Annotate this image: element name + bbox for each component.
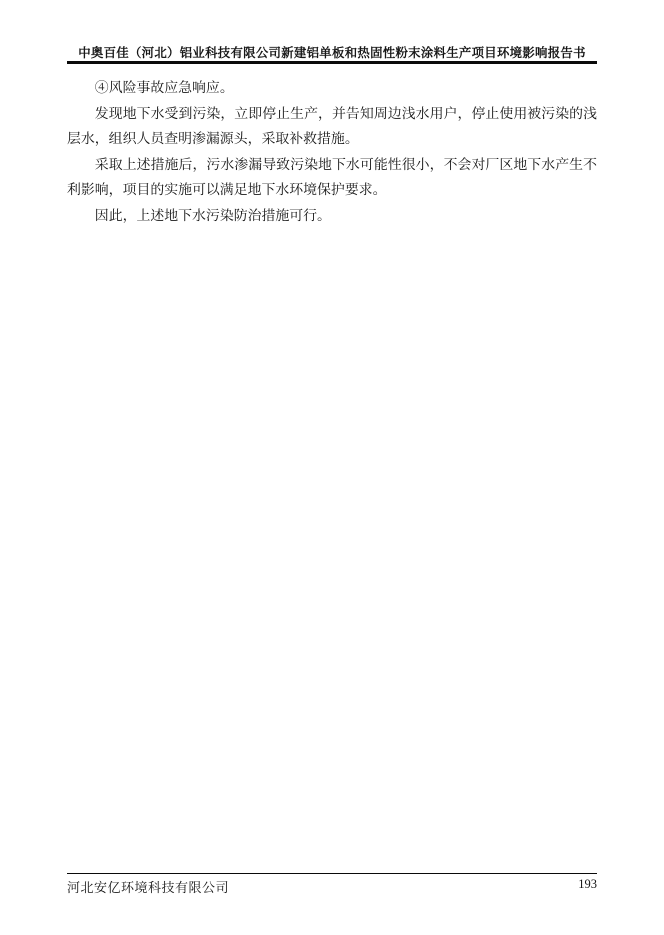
document-body: [67, 76, 597, 229]
footer: [67, 873, 597, 896]
body-paragraph: 发现地下水受到污染，立即停止生产，并告知周边浅水用户，停止使用被污染的浅层水，组织人员查明渗漏源头，采取补救措施。: [67, 106, 597, 147]
body-paragraph: 因此，上述地下水污染防治措施可行。: [94, 208, 331, 224]
page-number: 193: [578, 877, 597, 891]
body-paragraph: ④风险事故应急响应。: [94, 81, 234, 96]
header-running-title: 中奥百佳（河北）铝业科技有限公司新建铝单板和热固性粉末涂料生产项目环境影响报告书: [78, 46, 586, 60]
header-double-rule: [67, 61, 597, 64]
body-paragraph: 采取上述措施后，污水渗漏导致污染地下水可能性很小，不会对厂区地下水产生不利影响，项目的实施可以满足地下水环境保护要求。: [67, 157, 597, 198]
footer-company-name: 河北安亿环境科技有限公司: [67, 880, 230, 895]
